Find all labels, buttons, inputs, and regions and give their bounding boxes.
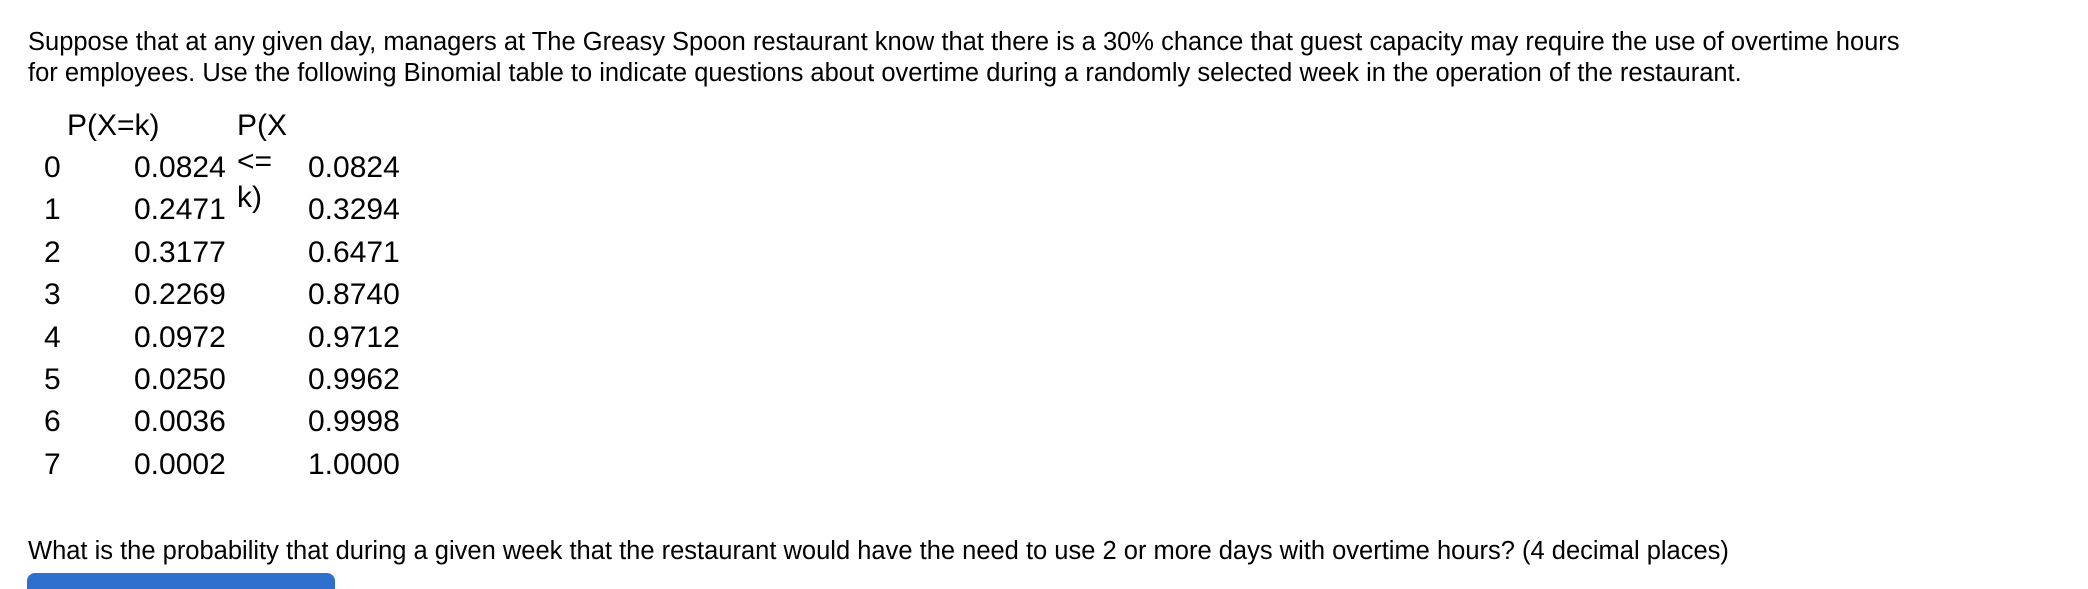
cdf-value: 0.6471	[308, 235, 400, 269]
cdf-value: 0.3294	[308, 193, 400, 227]
header-pmf: P(X=k)	[67, 109, 160, 142]
pmf-value: 0.2471	[134, 193, 226, 227]
table-row	[0, 320, 500, 362]
k-value: 6	[44, 405, 61, 439]
k-value: 7	[44, 447, 61, 481]
cdf-value: 0.9962	[308, 363, 400, 396]
pmf-value: 0.0972	[134, 320, 226, 354]
question-text: What is the probability that during a given week that the restaurant would have the need to use 2 or more days with overtime hours? (4 decimal places)	[28, 537, 1729, 565]
intro-line-2: for employees. Use the following Binomial table to indicate questions about overtime during a randomly selected week in the operation of the restaurant.	[28, 59, 1742, 87]
table-row	[0, 404, 500, 446]
answer-input[interactable]	[27, 573, 335, 589]
header-cdf: P(X <= k)	[237, 109, 288, 214]
cdf-value: 0.9712	[308, 320, 400, 354]
k-value: 5	[44, 363, 61, 396]
k-value: 3	[44, 278, 61, 312]
table-row	[0, 362, 500, 404]
k-value: 0	[44, 151, 61, 184]
table-row	[0, 235, 500, 277]
pmf-value: 0.0250	[134, 363, 226, 396]
pmf-value: 0.0002	[134, 447, 226, 481]
table-row	[0, 150, 500, 192]
k-value: 1	[44, 193, 61, 227]
cdf-value: 0.8740	[308, 278, 400, 312]
k-value: 4	[44, 320, 61, 354]
pmf-value: 0.0036	[134, 405, 226, 439]
cdf-value: 0.0824	[308, 151, 400, 184]
intro-line-1: Suppose that at any given day, managers at The Greasy Spoon restaurant know that there is a 30% chance that guest capacity may require the use of overtime hours	[28, 28, 1900, 56]
cdf-value: 0.9998	[308, 405, 400, 439]
cdf-value: 1.0000	[308, 447, 400, 481]
table-row	[0, 447, 500, 489]
pmf-value: 0.3177	[134, 235, 226, 269]
k-value: 2	[44, 235, 61, 269]
problem-statement	[28, 27, 2068, 89]
pmf-value: 0.2269	[134, 278, 226, 312]
table-row	[0, 277, 500, 319]
pmf-value: 0.0824	[134, 151, 226, 184]
table-row	[0, 192, 500, 234]
